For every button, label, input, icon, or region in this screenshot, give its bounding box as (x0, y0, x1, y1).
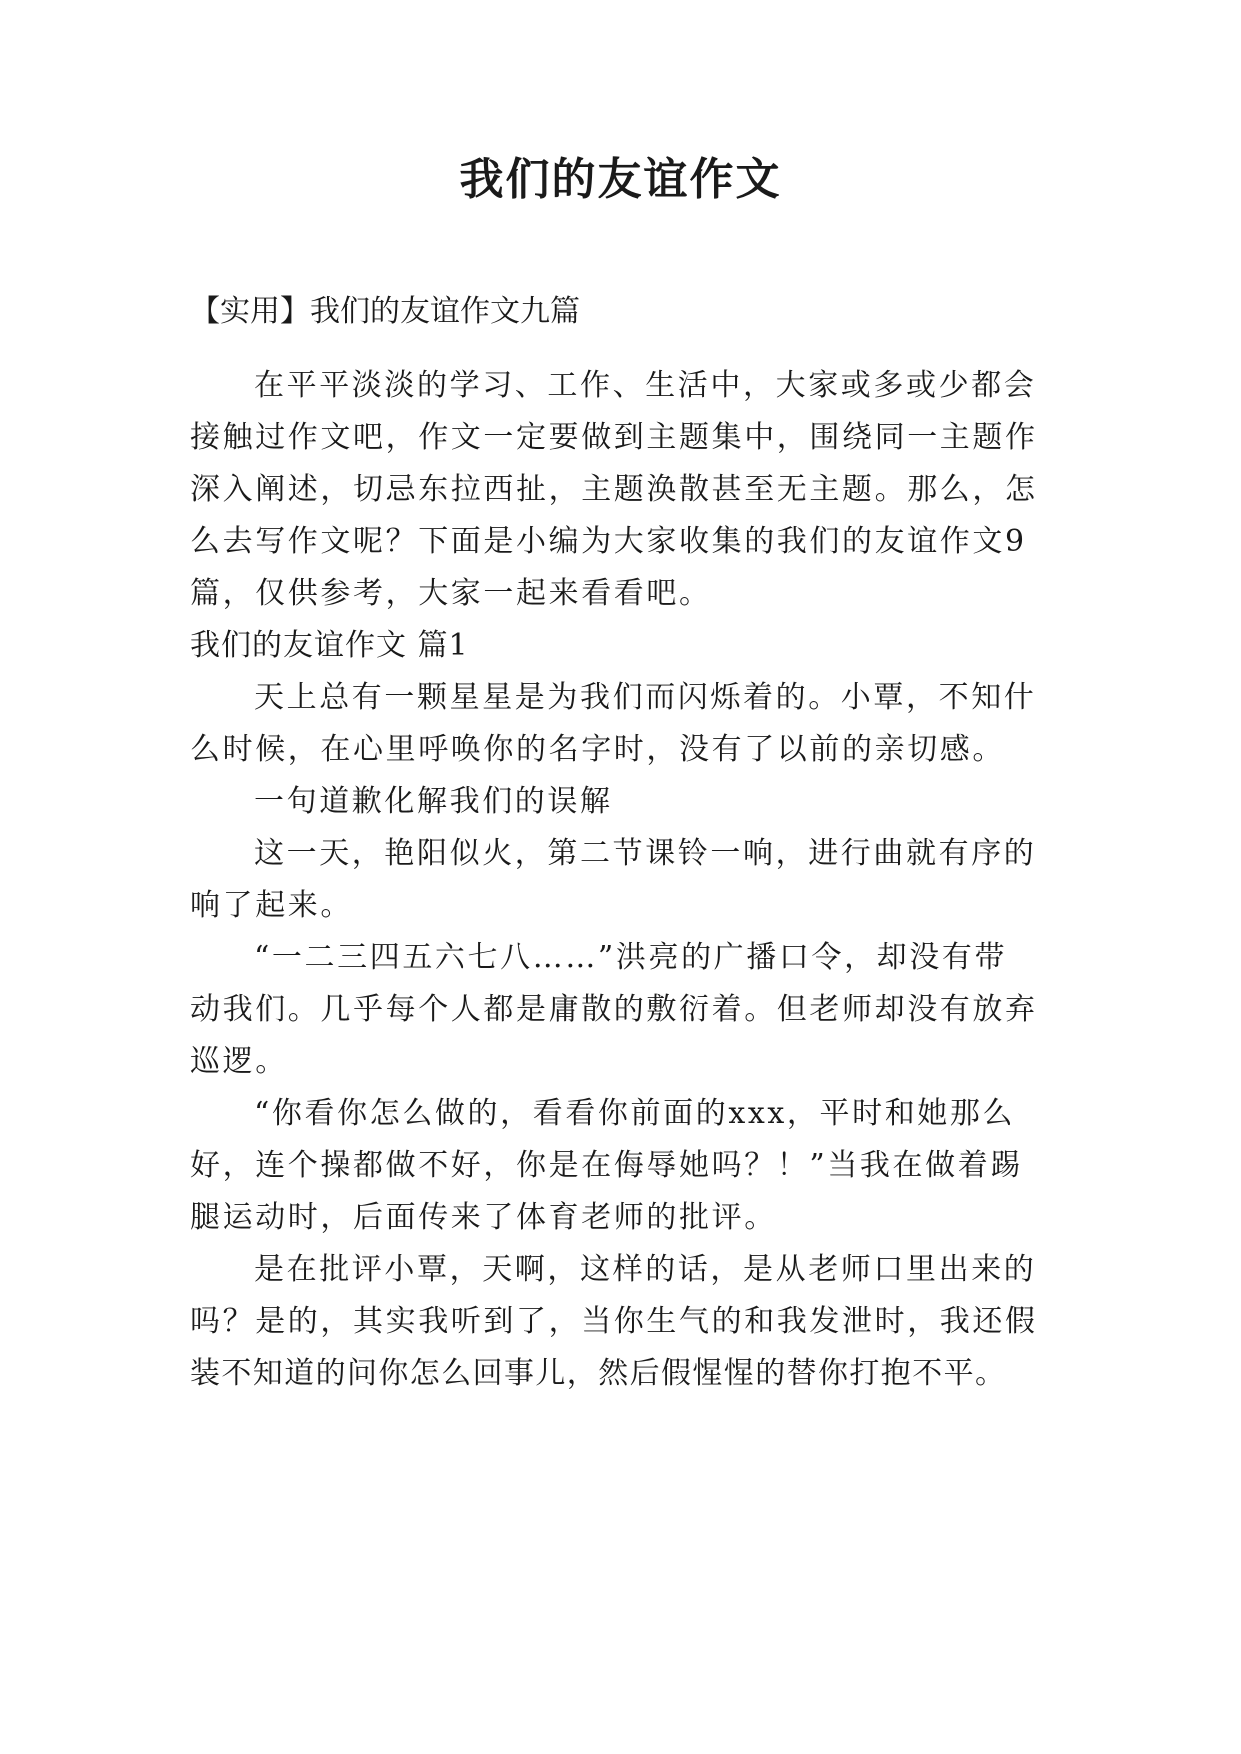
paragraph-line: 接触过作文吧，作文一定要做到主题集中，围绕同一主题作 (190, 420, 1038, 455)
paragraph-line: 篇，仅供参考，大家一起来看看吧。 (190, 576, 712, 611)
paragraph-line: 装不知道的问你怎么回事儿，然后假惺惺的替你打抱不平。 (190, 1356, 1007, 1391)
section-heading: 我们的友谊作文 篇1 (190, 628, 469, 663)
paragraph-line: 腿运动时，后面传来了体育老师的批评。 (190, 1200, 777, 1235)
paragraph-line: 这一天，艳阳似火，第二节课铃一响，进行曲就有序的 (254, 836, 1037, 871)
paragraph-line: 深入阐述，切忌东拉西扯，主题涣散甚至无主题。那么，怎 (190, 472, 1038, 507)
paragraph-line: 天上总有一颗星星是为我们而闪烁着的。小覃，不知什 (254, 680, 1037, 715)
paragraph-line: 巡逻。 (190, 1044, 288, 1079)
document-title: 我们的友谊作文 (459, 154, 782, 205)
paragraph-line: “一二三四五六七八……”洪亮的广播口令，却没有带 (254, 940, 1008, 975)
paragraph-line: 吗？是的，其实我听到了，当你生气的和我发泄时，我还假 (190, 1304, 1038, 1339)
paragraph-line: 么去写作文呢？下面是小编为大家收集的我们的友谊作文9 (190, 524, 1027, 559)
paragraph-line: 动我们。几乎每个人都是庸散的敷衍着。但老师却没有放弃 (190, 992, 1038, 1027)
paragraph-line: 好，连个操都做不好，你是在侮辱她吗？！”当我在做着踢 (190, 1148, 1023, 1183)
document-subtitle: 【实用】我们的友谊作文九篇 (190, 294, 580, 329)
paragraph-line: 是在批评小覃，天啊，这样的话，是从老师口里出来的 (254, 1252, 1037, 1287)
paragraph-line: 一句道歉化解我们的误解 (254, 784, 613, 819)
paragraph-line: 么时候，在心里呼唤你的名字时，没有了以前的亲切感。 (190, 732, 1005, 767)
paragraph-line: “你看你怎么做的，看看你前面的xxx，平时和她那么 (254, 1096, 1016, 1131)
paragraph-line: 响了起来。 (190, 888, 353, 923)
paragraph-line: 在平平淡淡的学习、工作、生活中，大家或多或少都会 (254, 368, 1037, 403)
